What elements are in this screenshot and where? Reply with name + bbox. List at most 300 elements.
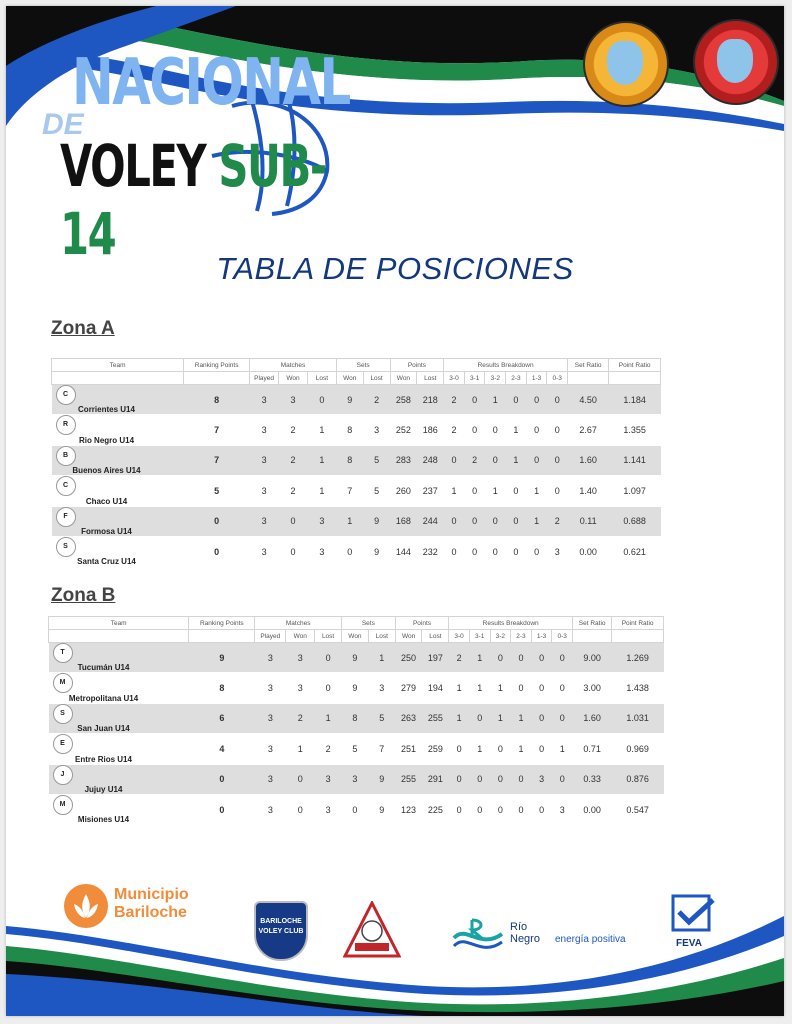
point-ratio: 1.269	[612, 643, 664, 673]
subheader-empty	[184, 372, 250, 385]
set-ratio: 3.00	[573, 673, 612, 703]
ranking-points: 5	[184, 476, 250, 506]
team-crest-icon: T	[53, 643, 73, 663]
sets-lost: 2	[363, 385, 390, 415]
breakdown-value: 1	[490, 703, 511, 733]
subheader-empty	[49, 630, 189, 643]
team-name[interactable]: Corrientes U14	[78, 405, 135, 415]
breakdown-value: 1	[552, 734, 573, 764]
team-name[interactable]: Entre Rios U14	[75, 754, 132, 764]
breakdown-value: 1	[511, 734, 532, 764]
sets-won: 1	[336, 506, 363, 536]
breakdown-value: 1	[485, 476, 506, 506]
matches-lost: 2	[315, 734, 342, 764]
breakdown-value: 0	[526, 536, 547, 566]
matches-won: 2	[286, 703, 315, 733]
header-set-ratio: Set Ratio	[568, 359, 609, 372]
breakdown-value: 1	[511, 703, 532, 733]
breakdown-value: 0	[464, 536, 485, 566]
matches-won: 1	[286, 734, 315, 764]
breakdown-value: 0	[526, 415, 547, 445]
points-won: 250	[395, 643, 422, 673]
sets-won: 7	[336, 476, 363, 506]
points-lost: 255	[422, 703, 449, 733]
subheader-lost: Lost	[307, 372, 336, 385]
breakdown-value: 0	[511, 673, 532, 703]
ranking-points: 7	[184, 415, 250, 445]
team-cell[interactable]	[52, 476, 184, 506]
team-crest-icon: E	[53, 734, 73, 754]
breakdown-value: 0	[547, 385, 568, 415]
federation-rionegrina-logo-icon	[343, 901, 401, 959]
ranking-points: 6	[189, 703, 255, 733]
point-ratio: 0.547	[612, 794, 664, 824]
breakdown-value: 2	[449, 643, 470, 673]
points-lost: 194	[422, 673, 449, 703]
points-lost: 259	[422, 734, 449, 764]
subheader-won: Won	[336, 372, 363, 385]
breakdown-value: 0	[526, 445, 547, 475]
rio-negro-text	[510, 921, 540, 945]
matches-played: 3	[255, 703, 286, 733]
breakdown-value: 1	[526, 506, 547, 536]
subheader-empty	[609, 372, 661, 385]
subheader-b32: 3-2	[490, 630, 511, 643]
header-team: Team	[52, 359, 184, 372]
points-lost: 291	[422, 764, 449, 794]
breakdown-value: 0	[552, 764, 573, 794]
points-won: 279	[395, 673, 422, 703]
sets-won: 9	[342, 673, 369, 703]
matches-played: 3	[255, 794, 286, 824]
breakdown-value: 0	[531, 643, 552, 673]
header-team: Team	[49, 617, 189, 630]
set-ratio: 4.50	[568, 385, 609, 415]
breakdown-value: 0	[506, 476, 527, 506]
team-cell[interactable]	[49, 734, 189, 764]
sets-won: 8	[336, 445, 363, 475]
table-row[interactable]	[52, 506, 661, 536]
breakdown-value: 0	[449, 764, 470, 794]
matches-lost: 0	[307, 385, 336, 415]
standings-table-zona-a	[51, 358, 661, 567]
point-ratio: 1.031	[612, 703, 664, 733]
breakdown-value: 0	[511, 794, 532, 824]
ranking-points: 4	[189, 734, 255, 764]
point-ratio: 0.621	[609, 536, 661, 566]
table-row[interactable]	[52, 445, 661, 475]
points-won: 144	[390, 536, 417, 566]
breakdown-value: 0	[469, 764, 490, 794]
table-row[interactable]	[49, 643, 664, 673]
points-lost: 218	[417, 385, 444, 415]
breakdown-value: 0	[490, 794, 511, 824]
subheader-empty	[612, 630, 664, 643]
sets-lost: 7	[368, 734, 395, 764]
breakdown-value: 0	[531, 794, 552, 824]
matches-played: 3	[255, 764, 286, 794]
subheader-b23: 2-3	[511, 630, 532, 643]
matches-won: 0	[286, 794, 315, 824]
header-ranking-points: Ranking Points	[184, 359, 250, 372]
sets-won: 3	[342, 764, 369, 794]
team-cell[interactable]	[52, 506, 184, 536]
team-cell[interactable]	[52, 415, 184, 445]
municipio-line2: Bariloche	[114, 904, 187, 921]
breakdown-value: 3	[547, 536, 568, 566]
table-row[interactable]	[49, 794, 664, 824]
subheader-played: Played	[255, 630, 286, 643]
header-matches: Matches	[250, 359, 337, 372]
team-cell[interactable]	[49, 703, 189, 733]
team-crest-icon: M	[53, 795, 73, 815]
sub14-word: SUB-14	[60, 132, 326, 268]
subheader-won: Won	[342, 630, 369, 643]
sets-lost: 9	[363, 506, 390, 536]
matches-lost: 3	[307, 506, 336, 536]
subheader-empty	[573, 630, 612, 643]
breakdown-value: 0	[547, 415, 568, 445]
breakdown-value: 0	[464, 506, 485, 536]
header-matches: Matches	[255, 617, 342, 630]
breakdown-value: 0	[444, 536, 465, 566]
breakdown-value: 0	[449, 794, 470, 824]
municipio-line1: Municipio	[114, 886, 189, 903]
breakdown-value: 0	[552, 643, 573, 673]
team-cell[interactable]	[52, 385, 184, 415]
points-lost: 186	[417, 415, 444, 445]
table-row[interactable]	[52, 536, 661, 566]
sets-lost: 9	[363, 536, 390, 566]
ranking-points: 0	[189, 794, 255, 824]
sets-lost: 9	[368, 764, 395, 794]
team-name[interactable]: Chaco U14	[85, 496, 128, 506]
team-name[interactable]: Formosa U14	[81, 526, 132, 536]
team-name[interactable]: Santa Cruz U14	[77, 557, 136, 567]
header-point-ratio: Point Ratio	[612, 617, 664, 630]
point-ratio: 1.355	[609, 415, 661, 445]
set-ratio: 0.11	[568, 506, 609, 536]
team-name[interactable]: Jujuy U14	[84, 784, 123, 794]
matches-won: 2	[279, 476, 308, 506]
breakdown-value: 0	[547, 445, 568, 475]
breakdown-value: 0	[531, 734, 552, 764]
document-page	[6, 6, 784, 1016]
ranking-points: 8	[184, 385, 250, 415]
ranking-points: 0	[189, 764, 255, 794]
header-sets: Sets	[336, 359, 390, 372]
sets-won: 8	[336, 415, 363, 445]
set-ratio: 0.33	[573, 764, 612, 794]
team-name[interactable]: Tucumán U14	[77, 663, 130, 673]
breakdown-value: 1	[506, 445, 527, 475]
point-ratio: 0.688	[609, 506, 661, 536]
team-cell[interactable]	[49, 673, 189, 703]
sets-lost: 3	[368, 673, 395, 703]
matches-played: 3	[250, 445, 279, 475]
header-points: Points	[395, 617, 449, 630]
matches-lost: 1	[307, 445, 336, 475]
federation-seal-icon	[693, 19, 779, 105]
team-cell[interactable]	[49, 794, 189, 824]
breakdown-value: 0	[444, 445, 465, 475]
breakdown-value: 3	[552, 794, 573, 824]
team-cell[interactable]	[49, 643, 189, 673]
energia-positiva-text: energía positiva	[555, 934, 626, 945]
set-ratio: 1.60	[573, 703, 612, 733]
breakdown-value: 0	[552, 673, 573, 703]
subheader-empty	[568, 372, 609, 385]
subheader-b03: 0-3	[547, 372, 568, 385]
breakdown-value: 2	[547, 506, 568, 536]
set-ratio: 0.00	[573, 794, 612, 824]
points-won: 260	[390, 476, 417, 506]
table-row[interactable]	[49, 673, 664, 703]
team-crest-icon: C	[56, 385, 76, 405]
subheader-lost: Lost	[417, 372, 444, 385]
subheader-lost: Lost	[422, 630, 449, 643]
breakdown-value: 0	[506, 506, 527, 536]
breakdown-value: 0	[490, 643, 511, 673]
breakdown-value: 0	[490, 764, 511, 794]
points-lost: 248	[417, 445, 444, 475]
header-point-ratio: Point Ratio	[609, 359, 661, 372]
club-line2: VOLEY CLUB	[258, 928, 304, 935]
footer	[6, 866, 784, 1016]
points-lost: 197	[422, 643, 449, 673]
point-ratio: 0.876	[612, 764, 664, 794]
team-name[interactable]: Misiones U14	[77, 815, 130, 825]
breakdown-value: 0	[485, 445, 506, 475]
set-ratio: 0.71	[573, 734, 612, 764]
team-cell[interactable]	[52, 536, 184, 566]
sets-lost: 5	[363, 476, 390, 506]
sets-lost: 9	[368, 794, 395, 824]
breakdown-value: 0	[485, 506, 506, 536]
matches-won: 3	[286, 673, 315, 703]
matches-played: 3	[250, 476, 279, 506]
points-won: 251	[395, 734, 422, 764]
breakdown-value: 0	[490, 734, 511, 764]
subheader-lost: Lost	[363, 372, 390, 385]
matches-played: 3	[250, 506, 279, 536]
matches-lost: 1	[315, 703, 342, 733]
ranking-points: 0	[184, 536, 250, 566]
subheader-b32: 3-2	[485, 372, 506, 385]
ranking-points: 8	[189, 673, 255, 703]
sets-won: 0	[336, 536, 363, 566]
subheader-played: Played	[250, 372, 279, 385]
zone-b-title: Zona B	[51, 585, 116, 606]
event-title-voley	[60, 132, 326, 268]
team-name[interactable]: San Juan U14	[77, 724, 130, 734]
breakdown-value: 0	[511, 643, 532, 673]
municipio-logo-icon	[64, 884, 108, 928]
club-line1: BARILOCHE	[260, 918, 302, 925]
matches-won: 3	[279, 385, 308, 415]
breakdown-value: 2	[464, 445, 485, 475]
points-won: 258	[390, 385, 417, 415]
breakdown-value: 0	[531, 673, 552, 703]
breakdown-value: 0	[526, 385, 547, 415]
matches-won: 2	[279, 415, 308, 445]
breakdown-value: 0	[469, 794, 490, 824]
sets-won: 8	[342, 703, 369, 733]
subheader-empty	[52, 372, 184, 385]
subheader-won: Won	[279, 372, 308, 385]
matches-won: 0	[279, 506, 308, 536]
matches-played: 3	[250, 536, 279, 566]
table-row[interactable]	[49, 764, 664, 794]
header-results-breakdown: Results Breakdown	[444, 359, 568, 372]
matches-played: 3	[250, 415, 279, 445]
breakdown-value: 0	[464, 385, 485, 415]
points-won: 252	[390, 415, 417, 445]
team-crest-icon: J	[53, 765, 73, 785]
rio-negro-line1: Río	[510, 921, 528, 933]
breakdown-value: 0	[464, 415, 485, 445]
set-ratio: 2.67	[568, 415, 609, 445]
breakdown-value: 1	[506, 415, 527, 445]
rio-negro-logo-icon	[450, 916, 506, 952]
sets-lost: 1	[368, 643, 395, 673]
subheader-b03: 0-3	[552, 630, 573, 643]
breakdown-value: 1	[469, 673, 490, 703]
matches-played: 3	[250, 385, 279, 415]
sets-lost: 5	[363, 445, 390, 475]
breakdown-value: 1	[444, 476, 465, 506]
subheader-lost: Lost	[368, 630, 395, 643]
points-lost: 225	[422, 794, 449, 824]
matches-won: 3	[286, 643, 315, 673]
team-cell[interactable]	[49, 764, 189, 794]
matches-lost: 0	[315, 643, 342, 673]
team-crest-icon: R	[56, 415, 76, 435]
header-results-breakdown: Results Breakdown	[449, 617, 573, 630]
ranking-points: 0	[184, 506, 250, 536]
header-set-ratio: Set Ratio	[573, 617, 612, 630]
feva-text: FEVA	[676, 938, 702, 949]
team-cell[interactable]	[52, 445, 184, 475]
point-ratio: 1.184	[609, 385, 661, 415]
subheader-won: Won	[395, 630, 422, 643]
set-ratio: 0.00	[568, 536, 609, 566]
points-won: 168	[390, 506, 417, 536]
breakdown-value: 0	[469, 703, 490, 733]
sets-won: 0	[342, 794, 369, 824]
bariloche-voley-club-logo	[254, 901, 308, 961]
sets-won: 9	[336, 385, 363, 415]
team-crest-icon: F	[56, 507, 76, 527]
point-ratio: 0.969	[612, 734, 664, 764]
breakdown-value: 1	[449, 703, 470, 733]
sets-won: 5	[342, 734, 369, 764]
page-title: TABLA DE POSICIONES	[216, 251, 574, 286]
breakdown-value: 1	[490, 673, 511, 703]
subheader-b13: 1-3	[531, 630, 552, 643]
sets-won: 9	[342, 643, 369, 673]
matches-lost: 3	[315, 764, 342, 794]
points-won: 255	[395, 764, 422, 794]
rio-negro-line2: Negro	[510, 933, 540, 945]
subheader-b13: 1-3	[526, 372, 547, 385]
table-row[interactable]	[49, 703, 664, 733]
event-title-nacional: NACIONAL	[72, 46, 350, 120]
table-row[interactable]	[49, 734, 664, 764]
team-name[interactable]: Rio Negro U14	[78, 435, 135, 445]
header-sets: Sets	[342, 617, 396, 630]
subheader-b30: 3-0	[449, 630, 470, 643]
set-ratio: 1.60	[568, 445, 609, 475]
breakdown-value: 0	[485, 536, 506, 566]
ranking-points: 9	[189, 643, 255, 673]
breakdown-value: 0	[506, 536, 527, 566]
points-won: 123	[395, 794, 422, 824]
matches-lost: 3	[315, 794, 342, 824]
matches-lost: 3	[307, 536, 336, 566]
points-lost: 232	[417, 536, 444, 566]
matches-won: 0	[279, 536, 308, 566]
municipio-bariloche-text	[114, 886, 189, 922]
subheader-empty	[189, 630, 255, 643]
team-name[interactable]: Metropolitana U14	[68, 693, 139, 703]
point-ratio: 1.141	[609, 445, 661, 475]
subheader-lost: Lost	[315, 630, 342, 643]
breakdown-value: 1	[469, 734, 490, 764]
points-lost: 237	[417, 476, 444, 506]
breakdown-value: 1	[469, 643, 490, 673]
breakdown-value: 0	[511, 764, 532, 794]
voley-word: VOLEY	[60, 132, 206, 200]
points-won: 263	[395, 703, 422, 733]
breakdown-value: 0	[506, 385, 527, 415]
matches-lost: 1	[307, 476, 336, 506]
team-crest-icon: S	[56, 537, 76, 557]
breakdown-value: 1	[449, 673, 470, 703]
ranking-points: 7	[184, 445, 250, 475]
breakdown-value: 2	[444, 385, 465, 415]
breakdown-value: 0	[552, 703, 573, 733]
table-row[interactable]	[52, 415, 661, 445]
team-crest-icon: M	[53, 673, 73, 693]
subheader-b31: 3-1	[464, 372, 485, 385]
matches-lost: 0	[315, 673, 342, 703]
matches-lost: 1	[307, 415, 336, 445]
breakdown-value: 1	[485, 385, 506, 415]
point-ratio: 1.438	[612, 673, 664, 703]
breakdown-value: 3	[531, 764, 552, 794]
team-name[interactable]: Buenos Aires U14	[72, 466, 141, 476]
breakdown-value: 0	[464, 476, 485, 506]
event-logo	[42, 46, 362, 268]
subheader-b30: 3-0	[444, 372, 465, 385]
standings-table-zona-b	[48, 616, 664, 825]
matches-played: 3	[255, 734, 286, 764]
points-won: 283	[390, 445, 417, 475]
subheader-b23: 2-3	[506, 372, 527, 385]
sets-lost: 3	[363, 415, 390, 445]
subheader-b31: 3-1	[469, 630, 490, 643]
header-ranking-points: Ranking Points	[189, 617, 255, 630]
matches-played: 3	[255, 673, 286, 703]
table-row[interactable]	[52, 385, 661, 415]
breakdown-value: 0	[547, 476, 568, 506]
federation-seal-icon	[583, 21, 669, 107]
header-points: Points	[390, 359, 444, 372]
breakdown-value: 0	[449, 734, 470, 764]
table-row[interactable]	[52, 476, 661, 506]
points-lost: 244	[417, 506, 444, 536]
